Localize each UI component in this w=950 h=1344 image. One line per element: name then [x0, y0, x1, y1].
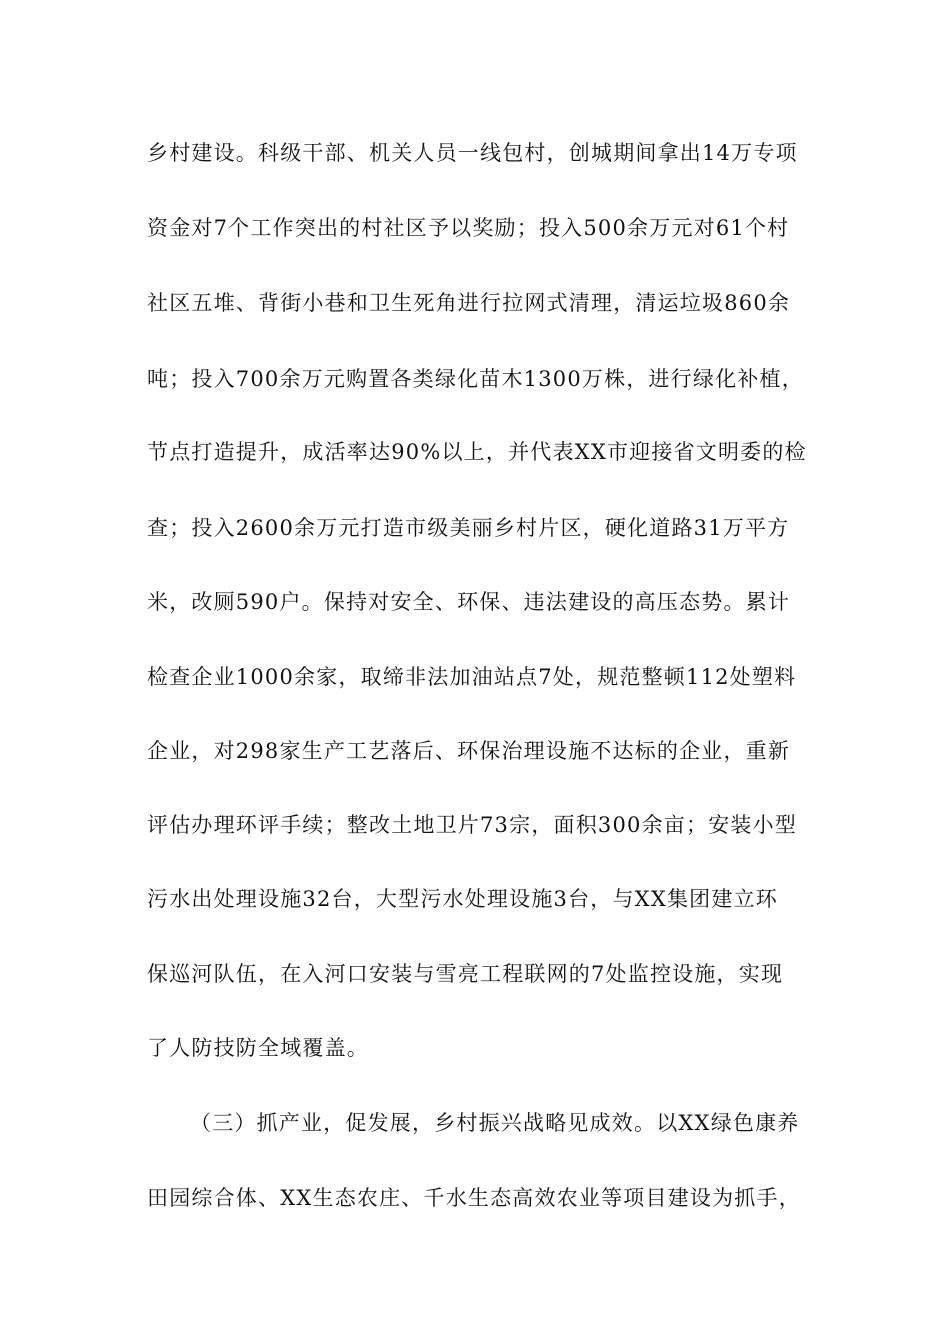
paragraph-line: 查；投入2600余万元打造市级美丽乡村片区，硬化道路31万平方 — [147, 516, 790, 540]
paragraph-line: 田园综合体、XX生态农庄、千水生态高效农业等项目建设为抓手， — [147, 1186, 801, 1210]
paragraph-line: 吨；投入700余万元购置各类绿化苗木1300万株，进行绿化补植， — [147, 367, 804, 391]
section-heading-line: （三）抓产业，促发展，乡村振兴战略见成效。以XX绿色康养 — [190, 1111, 800, 1135]
paragraph-line: 乡村建设。科级干部、机关人员一线包村，创城期间拿出14万专项 — [147, 141, 798, 165]
paragraph-line: 资金对7个工作突出的村社区予以奖励；投入500余万元对61个村 — [147, 216, 790, 240]
paragraph-line: 节点打造提升，成活率达90%以上，并代表XX市迎接省文明委的检 — [147, 440, 807, 464]
paragraph-line: 评估办理环评手续；整改土地卫片73宗，面积300余亩；安装小型 — [147, 813, 798, 837]
paragraph-line: 社区五堆、背街小巷和卫生死角进行拉网式清理，清运垃圾860余 — [147, 291, 791, 315]
paragraph-line: 污水出处理设施32台，大型污水处理设施3台，与XX集团建立环 — [147, 887, 778, 911]
paragraph-line: 保巡河队伍，在入河口安装与雪亮工程联网的7处监控设施，实现 — [147, 962, 784, 986]
paragraph-line: 米，改厕590户。保持对安全、环保、违法建设的高压态势。累计 — [147, 590, 791, 614]
paragraph-line: 企业，对298家生产工艺落后、环保治理设施不达标的企业，重新 — [147, 739, 791, 763]
paragraph-line: 了人防技防全域覆盖。 — [147, 1036, 369, 1060]
paragraph-line: 检查企业1000余家，取缔非法加油站点7处，规范整顿112处塑料 — [147, 665, 797, 689]
